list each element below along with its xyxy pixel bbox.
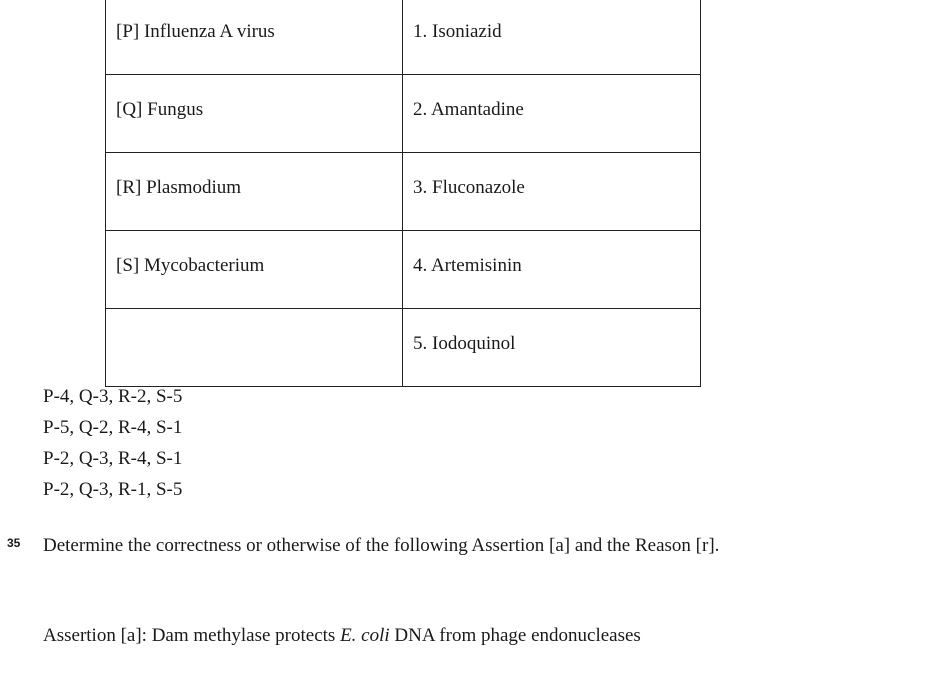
question-number: 35 (7, 536, 21, 550)
column-i-cell: [S] Mycobacterium (106, 231, 403, 309)
table-row (106, 231, 701, 309)
column-i-cell (106, 309, 403, 387)
answer-option[interactable]: P-5, Q-2, R-4, S-1 (43, 417, 183, 438)
column-ii-cell: 2. Amantadine (403, 75, 701, 153)
column-ii-cell: 3. Fluconazole (403, 153, 701, 231)
answer-options (43, 381, 182, 505)
answer-option[interactable]: P-4, Q-3, R-2, S-5 (43, 386, 183, 407)
match-table (105, 0, 701, 387)
assertion-suffix: DNA from phage endonucleases (389, 625, 641, 646)
assertion-organism: E. coli (340, 625, 390, 646)
column-i-cell: [R] Plasmodium (106, 153, 403, 231)
question-text: Determine the correctness or otherwise of the following Assertion [a] and the Reason [r]. (43, 535, 720, 556)
column-i-cell: [P] Influenza A virus (106, 0, 403, 75)
assertion-prefix: Assertion [a]: Dam methylase protects (43, 625, 341, 646)
assertion-statement (43, 622, 641, 650)
table-row (106, 0, 701, 75)
column-ii-cell: 1. Isoniazid (403, 0, 701, 75)
answer-option[interactable]: P-2, Q-3, R-4, S-1 (43, 448, 183, 469)
table-row (106, 309, 701, 387)
column-ii-cell: 5. Iodoquinol (403, 309, 701, 387)
column-ii-cell: 4. Artemisinin (403, 231, 701, 309)
answer-option[interactable]: P-2, Q-3, R-1, S-5 (43, 479, 183, 500)
table-row (106, 75, 701, 153)
table-row (106, 153, 701, 231)
column-i-cell: [Q] Fungus (106, 75, 403, 153)
